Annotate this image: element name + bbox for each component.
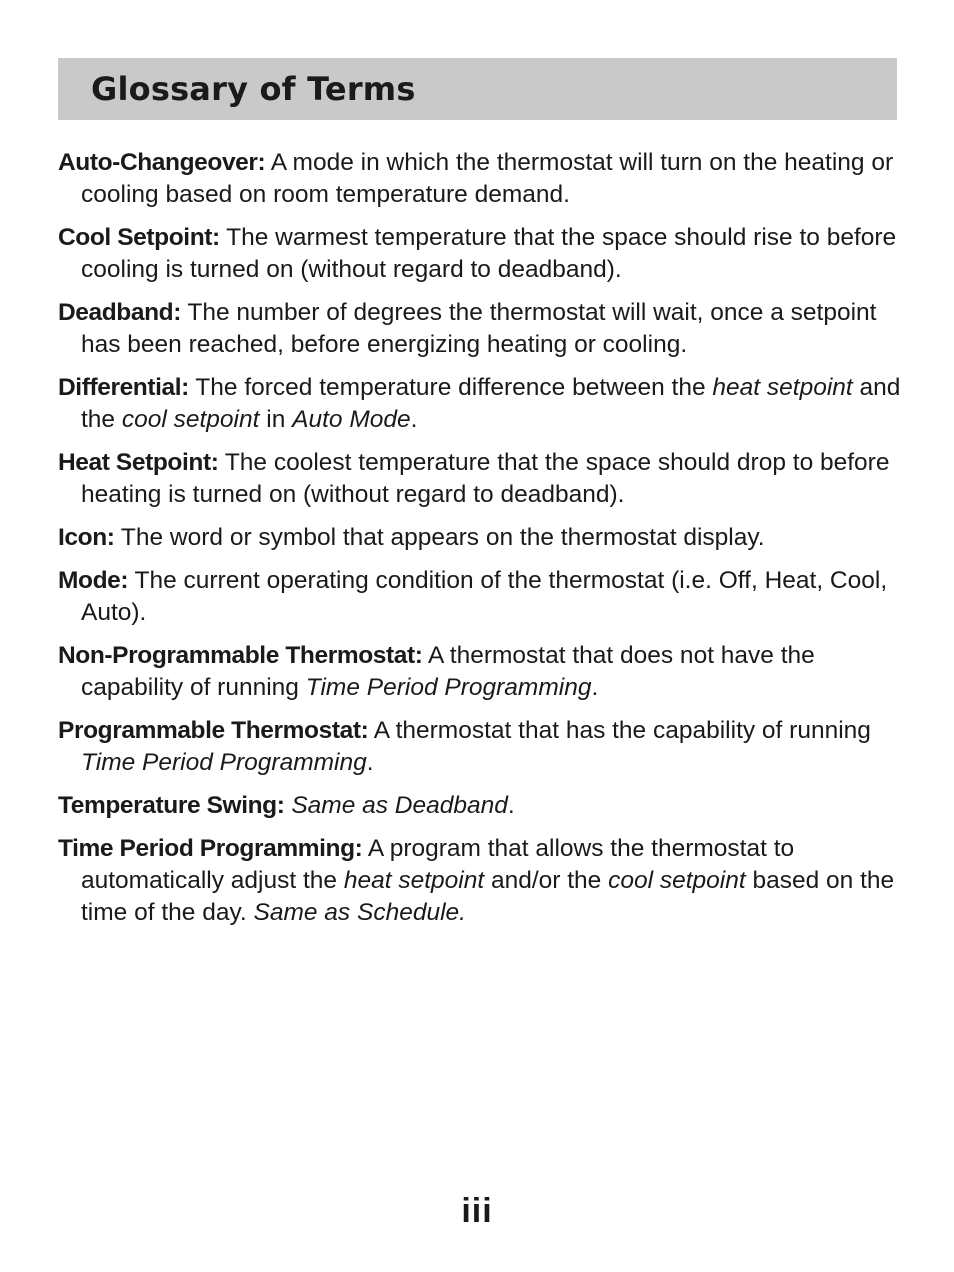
glossary-term: Heat Setpoint: xyxy=(58,449,219,476)
glossary-entry xyxy=(58,297,903,361)
glossary-definition-emphasis: Same as Deadband xyxy=(291,792,508,819)
glossary-term: Programmable Thermostat: xyxy=(58,717,369,744)
glossary-term: Temperature Swing: xyxy=(58,792,285,819)
glossary-entry xyxy=(58,447,903,511)
glossary-definition-emphasis: Time Period Programming xyxy=(305,674,592,701)
glossary-entry xyxy=(58,640,903,704)
glossary-definition: . xyxy=(410,406,418,433)
glossary-term: Deadband: xyxy=(58,299,181,326)
glossary-entry xyxy=(58,372,903,436)
glossary-definition: The forced temperature difference between the xyxy=(188,374,713,401)
glossary-definition-emphasis: cool setpoint xyxy=(121,406,260,433)
glossary-definition-emphasis: Auto Mode xyxy=(292,406,411,433)
glossary-term: Icon: xyxy=(58,524,115,551)
glossary-term: Non-Programmable Thermostat: xyxy=(58,642,423,669)
page-title: Glossary of Terms xyxy=(91,70,416,108)
glossary-entry xyxy=(58,833,903,929)
glossary-definition: A thermostat that has the capability of running xyxy=(368,717,871,744)
glossary-definition: A thermostat that does not have the capability of running xyxy=(81,642,815,701)
glossary-definition-emphasis: heat setpoint xyxy=(712,374,853,401)
glossary-term: Cool Setpoint: xyxy=(58,224,220,251)
glossary-definition: . xyxy=(591,674,599,701)
glossary-term: Mode: xyxy=(58,567,129,594)
glossary-definition: based on the time of the day. xyxy=(81,867,895,926)
glossary-definition: and the xyxy=(81,374,901,433)
glossary-definition: . xyxy=(366,749,374,776)
glossary-definition: The coolest temperature that the space should drop to before heating is turned on (without regard to deadband). xyxy=(81,449,890,508)
glossary-entry xyxy=(58,222,903,286)
glossary-definition: in xyxy=(259,406,293,433)
glossary-definition: A mode in which the thermostat will turn on the heating or cooling based on room temperature demand. xyxy=(81,149,894,208)
page-number: iii xyxy=(461,1192,493,1230)
glossary-definition: A program that allows the thermostat to automatically adjust the xyxy=(81,835,795,894)
glossary-term: Time Period Programming: xyxy=(58,835,363,862)
glossary-definition: The number of degrees the thermostat will wait, once a setpoint has been reached, before energizing heating or cooling. xyxy=(81,299,877,358)
glossary-entry xyxy=(58,147,903,211)
glossary-definition: . xyxy=(507,792,515,819)
glossary-definition-emphasis: cool setpoint xyxy=(608,867,746,894)
glossary-entry xyxy=(58,715,903,779)
glossary-definition: The current operating condition of the thermostat (i.e. Off, Heat, Cool, Auto). xyxy=(81,567,888,626)
glossary-definition: and/or the xyxy=(484,867,609,894)
glossary-term: Differential: xyxy=(58,374,189,401)
glossary-list xyxy=(58,147,903,940)
glossary-definition: The word or symbol that appears on the thermostat display. xyxy=(114,524,765,551)
glossary-term: Auto-Changeover: xyxy=(58,149,266,176)
glossary-definition: The warmest temperature that the space should rise to before cooling is turned on (without regard to deadband). xyxy=(81,224,897,283)
glossary-definition-emphasis: Same as Schedule. xyxy=(253,899,466,926)
glossary-entry xyxy=(58,790,903,822)
glossary-definition-emphasis: heat setpoint xyxy=(343,867,485,894)
glossary-definition-emphasis: Time Period Programming xyxy=(81,749,367,776)
glossary-entry xyxy=(58,565,903,629)
title-bar xyxy=(58,58,897,120)
glossary-entry xyxy=(58,522,903,554)
